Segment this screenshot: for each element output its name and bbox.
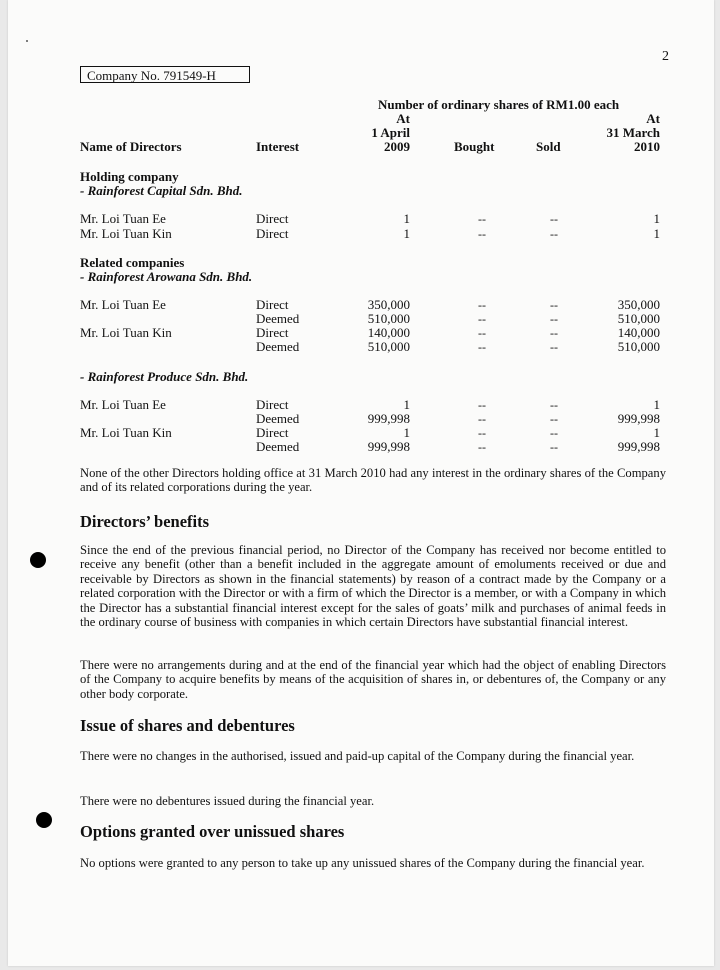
row-director-name: Mr. Loi Tuan Kin [80,425,172,440]
row-end-shares: 1 [653,226,660,241]
section-subtitle-capital: - Rainforest Capital Sdn. Bhd. [80,183,243,198]
row-interest: Deemed [256,439,300,454]
para-options: No options were granted to any person to take up any unissued shares of the Company during the financial year. [80,856,645,870]
row-sold: -- [550,326,558,340]
row-bought: -- [478,398,486,412]
row-bought: -- [478,326,486,340]
section-subtitle-produce: - Rainforest Produce Sdn. Bhd. [80,369,249,384]
row-start-shares: 140,000 [367,325,410,340]
row-sold: -- [550,398,558,412]
heading-issue-of-shares: Issue of shares and debentures [80,716,295,735]
row-sold: -- [550,426,558,440]
row-end-shares: 1 [653,397,660,412]
para-benefits-2: There were no arrangements during and at the end of the financial year which had the object of enabling Directors of the Company to acquire benefits by means of the acquisition of shares in, or debentures of, the Company or any other body corporate. [80,658,666,701]
row-bought: -- [478,412,486,426]
row-start-shares: 510,000 [367,339,410,354]
row-end-shares: 510,000 [617,311,660,326]
document-page [8,0,714,966]
row-interest: Direct [256,425,289,440]
row-interest: Direct [256,226,289,241]
row-interest: Deemed [256,339,300,354]
row-bought: -- [478,212,486,226]
row-start-shares: 1 [403,425,410,440]
company-number-box: Company No. 791549-H [80,66,250,83]
col-start-line2: 1 April [371,125,410,140]
col-start-line3: 2009 [384,139,410,154]
row-bought: -- [478,440,486,454]
row-sold: -- [550,312,558,326]
row-start-shares: 350,000 [367,297,410,312]
row-director-name: Mr. Loi Tuan Ee [80,211,166,226]
row-end-shares: 1 [653,211,660,226]
row-sold: -- [550,212,558,226]
col-sold-header: Sold [536,139,561,154]
row-start-shares: 1 [403,211,410,226]
row-interest: Direct [256,397,289,412]
row-end-shares: 510,000 [617,339,660,354]
para-benefits-1: Since the end of the previous financial period, no Director of the Company has received nor become entitled to receive any benefit (other than a benefit included in the aggregate amount of emoluments received or due and receivable by Directors as shown in the financial statements) by reason of a contract made by the Company or a related corporation with the Director or with a firm of which the Director is a member, or with a Company in which the Director has a substantial financial interest except for the sales of goats’ milk and purchases of animal feeds in the ordinary course of business with companies in which certain Directors have substantial financial interest. [80,543,666,630]
row-sold: -- [550,440,558,454]
section-title-related: Related companies [80,255,185,270]
row-bought: -- [478,340,486,354]
para-issue-1: There were no changes in the authorised, issued and paid-up capital of the Company during the financial year. [80,749,635,763]
col-end-line2: 31 March [606,125,660,140]
row-sold: -- [550,227,558,241]
row-start-shares: 510,000 [367,311,410,326]
col-end-line3: 2010 [634,139,660,154]
row-bought: -- [478,298,486,312]
row-sold: -- [550,298,558,312]
col-name-header: Name of Directors [80,139,182,154]
row-interest: Direct [256,325,289,340]
scan-speck [26,40,28,42]
row-end-shares: 350,000 [617,297,660,312]
row-end-shares: 999,998 [617,439,660,454]
row-end-shares: 999,998 [617,411,660,426]
row-end-shares: 1 [653,425,660,440]
heading-options-granted: Options granted over unissued shares [80,822,345,841]
col-bought-header: Bought [454,139,495,154]
row-start-shares: 999,998 [367,411,410,426]
row-start-shares: 999,998 [367,439,410,454]
bullet-marker [30,552,46,568]
row-director-name: Mr. Loi Tuan Kin [80,226,172,241]
row-interest: Deemed [256,311,300,326]
row-bought: -- [478,227,486,241]
row-start-shares: 1 [403,397,410,412]
row-bought: -- [478,312,486,326]
row-sold: -- [550,340,558,354]
row-start-shares: 1 [403,226,410,241]
heading-directors-benefits: Directors’ benefits [80,512,210,531]
bullet-marker [36,812,52,828]
row-bought: -- [478,426,486,440]
section-title-holding: Holding company [80,169,179,184]
para-issue-2: There were no debentures issued during the financial year. [80,794,375,808]
col-end-line1: At [646,111,660,126]
col-interest-header: Interest [256,139,300,154]
row-director-name: Mr. Loi Tuan Ee [80,297,166,312]
row-sold: -- [550,412,558,426]
shares-group-header: Number of ordinary shares of RM1.00 each [378,97,620,112]
row-interest: Direct [256,297,289,312]
row-interest: Direct [256,211,289,226]
page-number: 2 [662,49,669,64]
row-director-name: Mr. Loi Tuan Ee [80,397,166,412]
row-director-name: Mr. Loi Tuan Kin [80,325,172,340]
row-interest: Deemed [256,411,300,426]
para-no-other-interest: None of the other Directors holding office at 31 March 2010 had any interest in the ordinary shares of the Company and of its related corporations during the year. [80,466,666,495]
section-subtitle-arowana: - Rainforest Arowana Sdn. Bhd. [80,269,253,284]
col-start-line1: At [396,111,410,126]
row-end-shares: 140,000 [617,325,660,340]
